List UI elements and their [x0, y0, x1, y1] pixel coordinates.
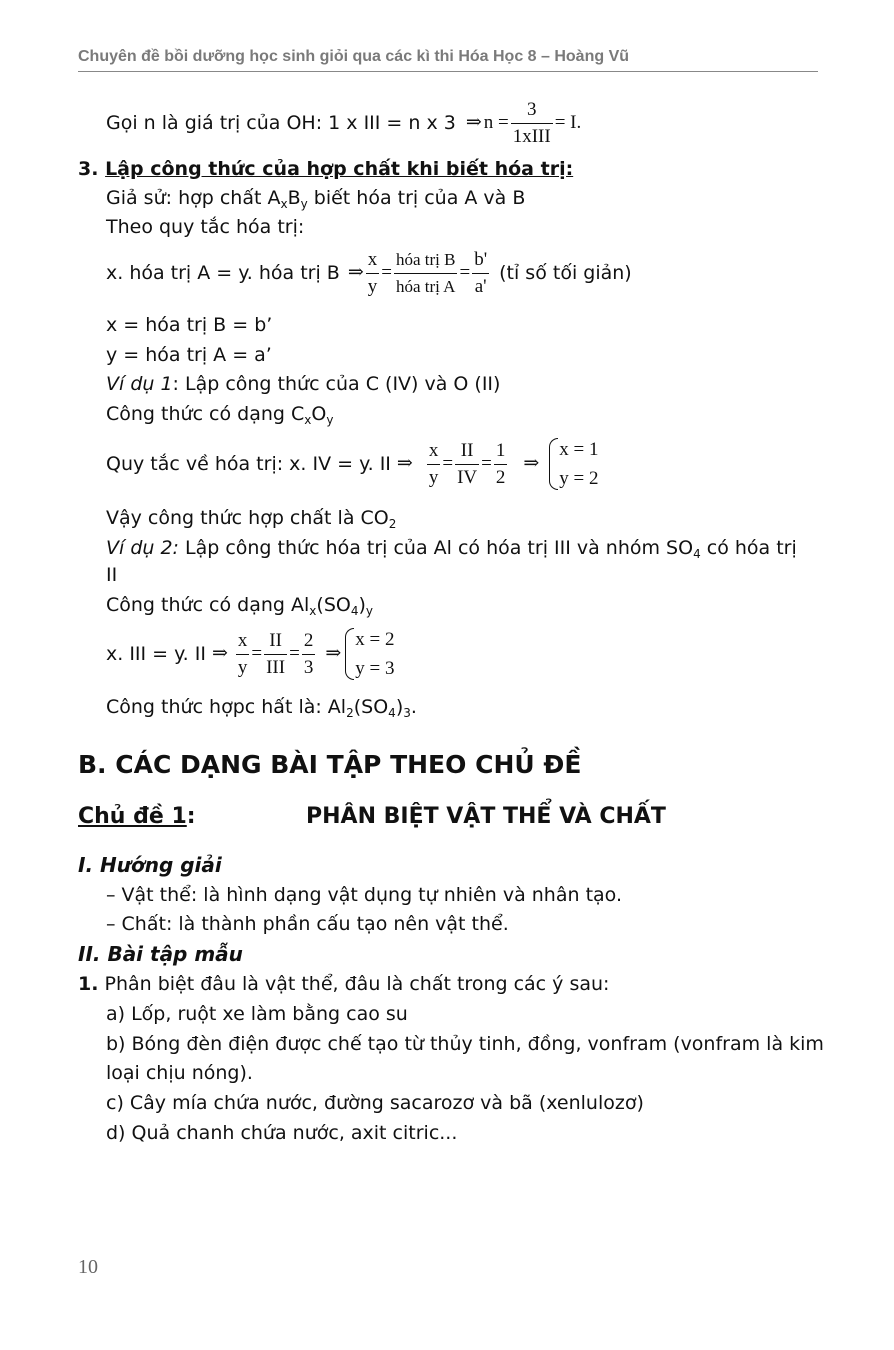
text: (SO [316, 594, 351, 616]
implies-symbol: ⇒ [211, 643, 228, 664]
definition-substance: – Chất: là thành phần cấu tạo nên vật thể. [106, 913, 509, 935]
fraction-denominator: y [367, 275, 378, 297]
heading-guide: I. Hướng giải [78, 853, 222, 877]
subscript: y [300, 197, 308, 211]
implies-symbol: ⇒ [347, 262, 364, 283]
fraction-denominator: 2 [495, 466, 506, 488]
subscript: 2 [346, 706, 354, 720]
page-number: 10 [78, 1256, 98, 1278]
subscript: 2 [388, 517, 397, 531]
text: Công thức có dạng C [106, 403, 305, 425]
implies-symbol: ⇒ [325, 643, 342, 664]
line-result-al2so43 [106, 695, 417, 719]
text: Công thức hợpc hất là: Al [106, 696, 347, 718]
implies-symbol: ⇒ [396, 453, 413, 474]
line-x-value: x = hóa trị B = b’ [106, 314, 273, 336]
text: có hóa trị [700, 537, 797, 559]
text: ) [395, 696, 404, 718]
text: ) [358, 594, 366, 616]
fraction-denominator: 3 [303, 656, 314, 678]
question-item-c: c) Cây mía chứa nước, đường sacarozơ và bã (xenlulozơ) [106, 1092, 644, 1114]
example-label: Ví dụ 2: [106, 537, 179, 559]
subheading-number: 3. [78, 158, 99, 180]
line-text: Gọi n là giá trị của OH: 1 x III = n x 3 [106, 112, 456, 134]
fraction-numerator: b' [472, 247, 489, 274]
formula-rhs: = I. [554, 112, 582, 133]
fraction-numerator: II [264, 628, 287, 655]
line-example2-calc [106, 625, 394, 683]
definition-object: – Vật thể: là hình dạng vật dụng tự nhiên và nhân tạo. [106, 884, 622, 906]
fraction [455, 438, 479, 491]
equals-symbol: = [381, 262, 392, 283]
fraction [494, 438, 508, 491]
fraction-numerator: x [236, 628, 250, 655]
text: Vậy công thức hợp chất là CO [106, 507, 389, 529]
fraction [302, 628, 316, 681]
text: Công thức có dạng Al [106, 594, 310, 616]
fraction [427, 438, 441, 491]
topic-title: PHÂN BIỆT VẬT THỂ VÀ CHẤT [306, 804, 666, 829]
equation-system [343, 625, 394, 683]
example-label: Ví dụ 1 [106, 373, 173, 395]
topic-colon: : [186, 804, 196, 829]
example-2 [106, 536, 797, 560]
line-text: Quy tắc về hóa trị: x. IV = y. II [106, 453, 391, 475]
question-item-b-cont: loại chịu nóng). [106, 1062, 253, 1084]
fraction-denominator: y [428, 466, 439, 488]
fraction [472, 247, 489, 300]
fraction [264, 628, 287, 681]
line-example1-calc [106, 435, 598, 493]
subscript: y [365, 604, 374, 618]
header-rule [78, 71, 818, 72]
fraction-denominator: IV [457, 466, 478, 488]
fraction-denominator: a' [474, 275, 487, 297]
text: . [410, 696, 417, 718]
subscript: 4 [693, 547, 701, 561]
fraction-numerator: II [455, 438, 479, 465]
text: Giả sử: hợp chất A [106, 187, 281, 209]
topic-label: Chủ đề 1 [78, 804, 187, 829]
implies-symbol: ⇒ [523, 453, 540, 474]
line-y-value: y = hóa trị A = a’ [106, 344, 272, 366]
fraction [511, 97, 553, 150]
line-text: x. hóa trị A = y. hóa trị B [106, 262, 340, 284]
text: O [311, 403, 327, 425]
equation: y = 2 [559, 468, 599, 489]
question-number: 1. [78, 973, 99, 995]
implies-symbol: ⇒ [465, 112, 482, 133]
equals-symbol: = [442, 453, 454, 474]
equals-symbol: = [459, 262, 471, 283]
fraction-numerator: 3 [511, 97, 553, 124]
fraction-numerator: 2 [302, 628, 316, 655]
question-1 [78, 972, 609, 996]
subscript: x [280, 197, 288, 211]
equals-symbol: = [251, 643, 263, 664]
line-valence-oh [106, 96, 581, 150]
equation: x = 2 [355, 629, 395, 650]
example-1 [106, 372, 500, 396]
fraction-denominator: 1xIII [512, 125, 551, 147]
subscript: 4 [350, 604, 359, 618]
subscript: 4 [388, 706, 396, 720]
fraction-numerator: hóa trị B [394, 247, 458, 274]
question-text: Phân biệt đâu là vật thể, đâu là chất trong các ý sau: [98, 973, 610, 995]
fraction [366, 247, 380, 300]
line-valence-rule-formula [106, 245, 632, 301]
subheading-title: Lập công thức của hợp chất khi biết hóa trị: [105, 158, 574, 180]
question-item-d: d) Quả chanh chứa nước, axit citric... [106, 1122, 458, 1144]
line-text: x. III = y. II [106, 643, 206, 665]
line-assumption [106, 186, 525, 210]
subscript: 3 [403, 706, 411, 720]
fraction-denominator: hóa trị A [395, 276, 456, 296]
text: B [287, 187, 301, 209]
topic-heading [78, 803, 196, 831]
subscript: x [309, 604, 317, 618]
fraction [236, 628, 250, 681]
equals-symbol: = [289, 643, 300, 664]
fraction-numerator: x [366, 247, 380, 274]
equation: x = 1 [559, 439, 599, 460]
question-item-a: a) Lốp, ruột xe làm bằng cao su [106, 1003, 408, 1025]
fraction-numerator: x [427, 438, 441, 465]
section-heading-b: B. CÁC DẠNG BÀI TẬP THEO CHỦ ĐỀ [78, 750, 582, 779]
fraction-denominator: y [237, 656, 248, 678]
equation: y = 3 [355, 658, 395, 679]
note-text: (tỉ số tối giản) [499, 262, 632, 284]
text: Lập công thức hóa trị của Al có hóa trị III và nhóm SO [178, 537, 694, 559]
text: biết hóa trị của A và B [307, 187, 526, 209]
example-2-cont: II [106, 564, 118, 586]
subheading-3 [78, 157, 573, 181]
formula-lhs: n = [483, 112, 509, 133]
fraction-numerator: 1 [494, 438, 508, 465]
question-item-b: b) Bóng đèn điện được chế tạo từ thủy tinh, đồng, vonfram (vonfram là kim [106, 1033, 824, 1055]
heading-sample-exercises: II. Bài tập mẫu [78, 942, 243, 966]
equation-system [547, 435, 598, 493]
line-result-co2 [106, 506, 396, 530]
line-form-cxoy [106, 402, 333, 426]
text: (SO [353, 696, 389, 718]
running-header: Chuyên đề bồi dưỡng học sinh giỏi qua các kì thi Hóa Học 8 – Hoàng Vũ [78, 48, 630, 65]
line-rule: Theo quy tắc hóa trị: [106, 216, 305, 238]
equals-symbol: = [481, 453, 492, 474]
subscript: y [326, 413, 334, 427]
line-form-alx [106, 593, 373, 617]
text: : Lập công thức của C (IV) và O (II) [172, 373, 501, 395]
fraction-denominator: III [266, 656, 286, 678]
fraction [394, 247, 458, 300]
subscript: x [304, 413, 312, 427]
